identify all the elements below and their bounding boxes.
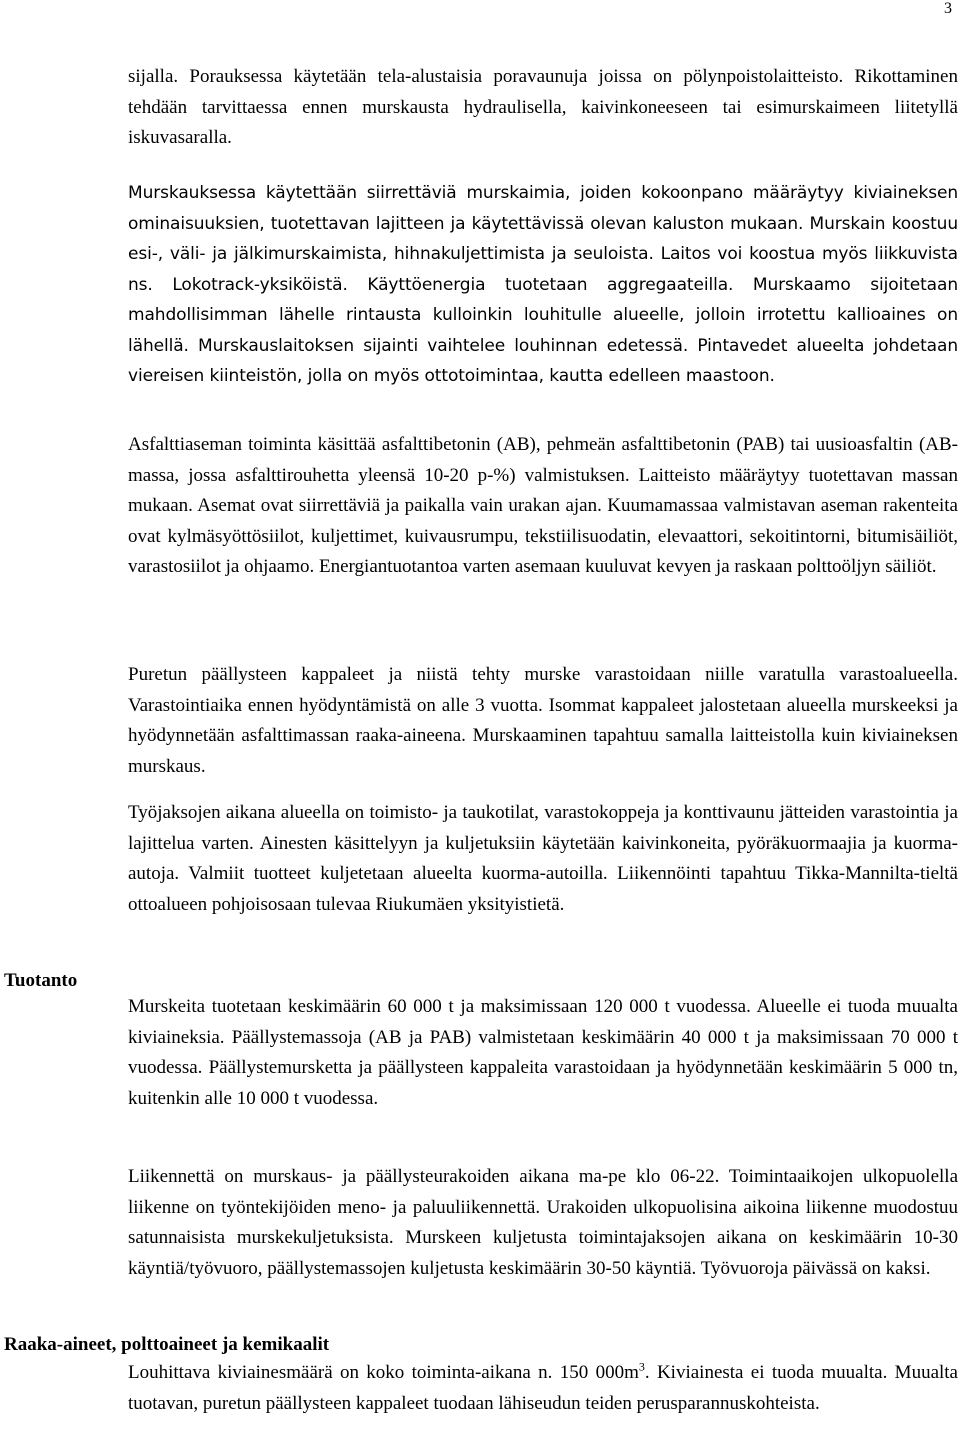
paragraph-asphalt-station: Asfalttiaseman toiminta käsittää asfalttibetonin (AB), pehmeän asfalttibetonin (PAB) tai uusioasfaltin (AB-massa, jossa asfalttirouhetta yleensä 10-20 p-%) valmistuksen. Laitteisto määräytyy tuotettavan massan mukaan. Asemat ovat siirrettäviä ja paikalla vain urakan ajan. Kuumamassaa valmistavan aseman rakenteita ovat kylmäsyöttösiilot, kuljettimet, kuivausrumpu, tekstiilisuodatin, elevaattori, sekoitintorni, bitumisäiliöt, varastosiilot ja ohjaamo. Energiantuotantoa varten asemaan kuuluvat kevyen ja raskaan polttoöljyn säiliöt.	[128, 434, 958, 577]
paragraph-work-periods: Työjaksojen aikana alueella on toimisto- ja taukotilat, varastokoppeja ja konttivaunu jätteiden varastointia ja lajittelua varten. Ainesten käsittelyyn ja kuljetuksiin käytetään kaivinkoneita, pyöräkuormaajia ja kuorma-autoja. Valmiit tuotteet kuljetetaan alueelta kuorma-autoilla. Liikennöinti tapahtuu Tikka-Mannilta-tieltä ottoalueen pohjoisosaan tulevaa Riukumäen yksityistietä.	[128, 802, 958, 915]
raw-materials-text-start: Louhittava kiviainesmäärä on koko toiminta-aikana n. 150 000m	[128, 1362, 639, 1383]
heading-tuotanto: Tuotanto	[4, 970, 78, 991]
paragraph-crushing: Murskauksessa käytettään siirrettäviä murskaimia, joiden kokoonpano määräytyy kiviaineksen ominaisuuksien, tuotettavan lajitteen ja käytettävissä olevan kaluston mukaan. Murskain koostuu esi-, väli- ja jälkimurskaimista, hihnakuljettimista ja seuloista. Laitos voi koostua myös liikkuvista ns. Lokotrack-yksiköistä. Käyttöenergia tuotetaan aggregaateilla. Murskaamo sijoitetaan mahdollisimman lähelle rintausta kulloinkin louhitulle alueelle, jolloin irrotettu kallioaines on lähellä. Murskauslaitoksen sijainti vaihtelee louhinnan edetessä. Pintavedet alueelta johdetaan viereisen kiinteistön, jolla on myös ottotoimintaa, kautta edelleen maastoon.	[128, 183, 958, 386]
paragraph-traffic: Liikennettä on murskaus- ja päällysteurakoiden aikana ma-pe klo 06-22. Toimintaaikojen ulkopuolella liikenne on työntekijöiden meno- ja paluuliikennettä. Urakoiden ulkopuolisina aikoina liikenne muodostuu satunnaisista murskekuljetuksista. Murskeen kuljetusta toimintajaksojen aikana on keskimäärin 10-30 käyntiä/työvuoro, päällystemassojen kuljetusta keskimäärin 30-50 käyntiä. Työvuoroja päivässä on kaksi.	[128, 1166, 958, 1279]
paragraph-recycled-pavement: Puretun päällysteen kappaleet ja niistä tehty murske varastoidaan niille varatulla varastoalueella. Varastointiaika ennen hyödyntämistä on alle 3 vuotta. Isommat kappaleet jalostetaan alueella murskeeksi ja hyödynnetään asfalttimassan raaka-aineena. Murskaaminen tapahtuu samalla laitteistolla kuin kiviaineksen murskaus.	[128, 664, 958, 777]
page-number: 3	[944, 0, 952, 17]
paragraph-production: Murskeita tuotetaan keskimäärin 60 000 t ja maksimissaan 120 000 t vuodessa. Alueelle ei tuoda muualta kiviaineksia. Päällystemassoja (AB ja PAB) valmistetaan keskimäärin 40 000 t ja maksimissaan 70 000 t vuodessa. Päällystemursketta ja päällysteen kappaleita varastoidaan ja hyödynnetään keskimäärin 5 000 tn, kuitenkin alle 10 000 t vuodessa.	[128, 996, 958, 1109]
superscript-cubic: 3	[638, 1359, 645, 1374]
paragraph-raw-materials	[128, 1358, 958, 1419]
raw-materials-text-end: . Kiviainesta ei tuoda muualta. Muualta tuotavan, puretun päällysteen kappaleet tuodaan lähiseudun teiden perusparannuskohteista.	[128, 1362, 958, 1414]
heading-raw-materials: Raaka-aineet, polttoaineet ja kemikaalit	[4, 1334, 330, 1355]
paragraph-drilling: sijalla. Porauksessa käytetään tela-alustaisia poravaunuja joissa on pölynpoistolaitteisto. Rikottaminen tehdään tarvittaessa ennen murskausta hydraulisella, kaivinkoneeseen tai esimurskaimeen liitetyllä iskuvasaralla.	[128, 66, 958, 148]
